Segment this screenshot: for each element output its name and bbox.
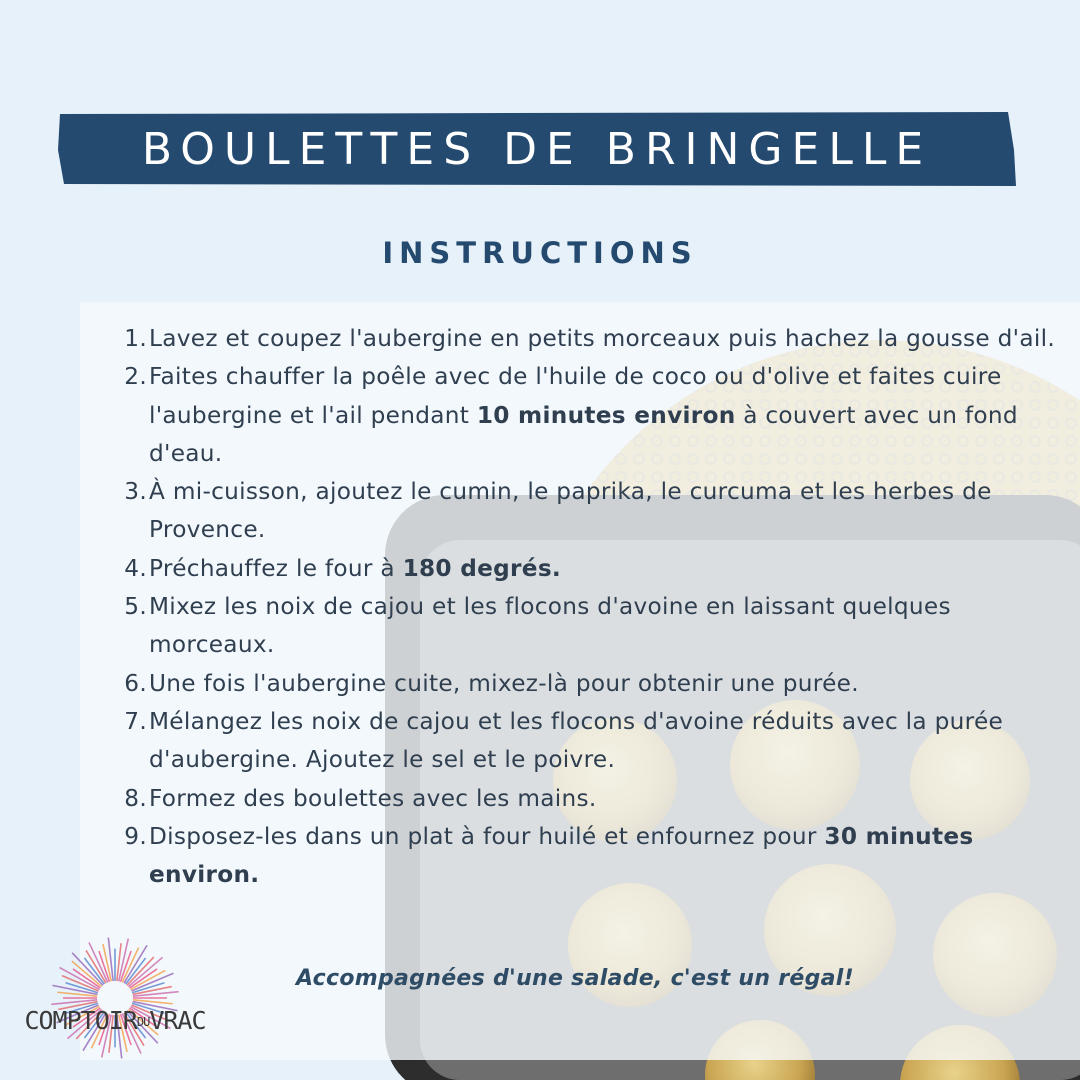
step-number: 9. <box>124 822 147 850</box>
step-text: Mixez les noix de cajou et les flocons d'avoine en laissant quelques morceaux. <box>149 593 951 659</box>
instruction-step <box>112 358 1057 473</box>
step-text: à couvert avec un fond d'eau. <box>149 401 1018 467</box>
instruction-step <box>112 703 1057 780</box>
step-number: 3. <box>124 478 147 506</box>
instruction-step <box>112 818 1057 895</box>
instruction-step <box>112 550 1057 588</box>
section-heading: INSTRUCTIONS <box>382 236 698 270</box>
logo-word-comptoir: COMPTOIR <box>24 1006 137 1035</box>
logo-word-du: DU <box>136 1015 150 1029</box>
step-number: 1. <box>124 325 147 352</box>
title-banner <box>58 110 1016 188</box>
step-text: Mélangez les noix de cajou et les flocons d'avoine réduits avec la purée d'aubergine. Ajoutez le sel et le poivre. <box>149 707 1004 774</box>
step-highlight: 180 degrés. <box>402 554 562 582</box>
step-text: Faites chauffer la poêle avec de l'huile de coco ou d'olive et faites cuire l'aubergine et l'ail pendant <box>149 363 1002 429</box>
step-number: 2. <box>124 363 147 391</box>
step-highlight: 10 minutes environ <box>476 401 736 429</box>
instruction-step <box>112 588 1057 665</box>
step-text: Disposez-les dans un plat à four huilé et enfournez pour <box>149 822 825 850</box>
instructions-list <box>112 320 1057 894</box>
sunburst-icon <box>20 936 210 1066</box>
step-text: Lavez et coupez l'aubergine en petits morceaux puis hachez la gousse d'ail. <box>149 325 1056 352</box>
instruction-step <box>112 320 1057 358</box>
step-highlight: 30 minutes environ. <box>149 822 974 889</box>
step-text: Formez des boulettes avec les mains. <box>149 784 597 812</box>
logo-word-vrac: VRAC <box>149 1006 206 1035</box>
step-text: Une fois l'aubergine cuite, mixez-là pour obtenir une purée. <box>149 669 859 697</box>
instruction-step <box>112 473 1057 550</box>
step-text: À mi-cuisson, ajoutez le cumin, le paprika, le curcuma et les herbes de Provence. <box>149 478 992 544</box>
step-number: 6. <box>124 669 147 697</box>
step-number: 4. <box>124 554 147 582</box>
instruction-step <box>112 665 1057 703</box>
logo-wordmark <box>20 1006 210 1035</box>
instruction-step <box>112 780 1057 818</box>
page-title: BOULETTES DE BRINGELLE <box>141 123 933 175</box>
step-text: Préchauffez le four à <box>149 554 403 582</box>
brand-logo <box>20 936 210 1066</box>
step-number: 8. <box>124 784 147 812</box>
closing-note: Accompagnées d'une salade, c'est un régal! <box>296 966 854 991</box>
step-number: 7. <box>124 707 147 735</box>
step-number: 5. <box>124 593 147 621</box>
